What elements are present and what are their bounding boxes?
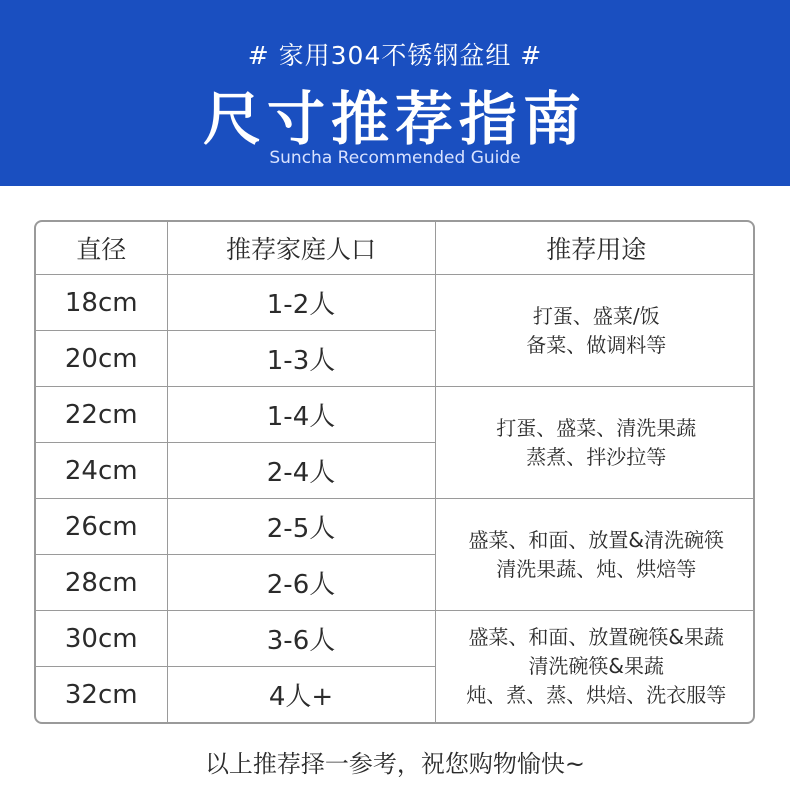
people-cell: 1-3人 bbox=[167, 331, 435, 387]
size-cell: 32cm bbox=[36, 667, 167, 723]
usage-line: 盛菜、和面、放置碗筷&果蔬 bbox=[468, 624, 725, 649]
size-guide-table bbox=[34, 220, 755, 724]
people-cell: 2-6人 bbox=[167, 555, 435, 611]
header-banner bbox=[0, 0, 790, 186]
people-cell: 1-4人 bbox=[167, 387, 435, 443]
people-cell: 2-4人 bbox=[167, 443, 435, 499]
table-row bbox=[36, 611, 755, 667]
usage-line: 备菜、做调料等 bbox=[526, 332, 667, 357]
table-header-row bbox=[36, 222, 755, 275]
header-usage: 推荐用途 bbox=[435, 222, 755, 275]
people-cell: 2-5人 bbox=[167, 499, 435, 555]
usage-line: 清洗果蔬、炖、烘焙等 bbox=[496, 556, 697, 581]
footer-note: 以上推荐择一参考，祝您购物愉快~ bbox=[204, 750, 586, 778]
table-row bbox=[36, 499, 755, 555]
size-cell: 20cm bbox=[36, 331, 167, 387]
usage-cell bbox=[435, 611, 755, 723]
size-cell: 18cm bbox=[36, 275, 167, 331]
usage-line: 打蛋、盛菜/饭 bbox=[532, 303, 660, 328]
people-cell: 4人+ bbox=[167, 667, 435, 723]
people-cell: 3-6人 bbox=[167, 611, 435, 667]
usage-line: 打蛋、盛菜、清洗果蔬 bbox=[496, 415, 697, 440]
usage-cell bbox=[435, 387, 755, 499]
product-subtitle: # 家用304不锈钢盆组 # bbox=[247, 41, 543, 70]
size-cell: 22cm bbox=[36, 387, 167, 443]
header-diameter: 直径 bbox=[36, 222, 167, 275]
english-subtitle: Suncha Recommended Guide bbox=[269, 148, 521, 168]
usage-line: 清洗碗筷&果蔬 bbox=[528, 653, 665, 678]
size-cell: 28cm bbox=[36, 555, 167, 611]
usage-line: 盛菜、和面、放置&清洗碗筷 bbox=[468, 527, 725, 552]
page-title: 尺寸推荐指南 bbox=[202, 85, 587, 153]
table-row bbox=[36, 387, 755, 443]
size-cell: 26cm bbox=[36, 499, 167, 555]
size-cell: 30cm bbox=[36, 611, 167, 667]
header-people: 推荐家庭人口 bbox=[167, 222, 435, 275]
size-cell: 24cm bbox=[36, 443, 167, 499]
people-cell: 1-2人 bbox=[167, 275, 435, 331]
usage-cell bbox=[435, 275, 755, 387]
usage-line: 蒸煮、拌沙拉等 bbox=[526, 444, 667, 469]
usage-cell bbox=[435, 499, 755, 611]
table-row bbox=[36, 275, 755, 331]
usage-line: 炖、煮、蒸、烘焙、洗衣服等 bbox=[466, 682, 727, 707]
